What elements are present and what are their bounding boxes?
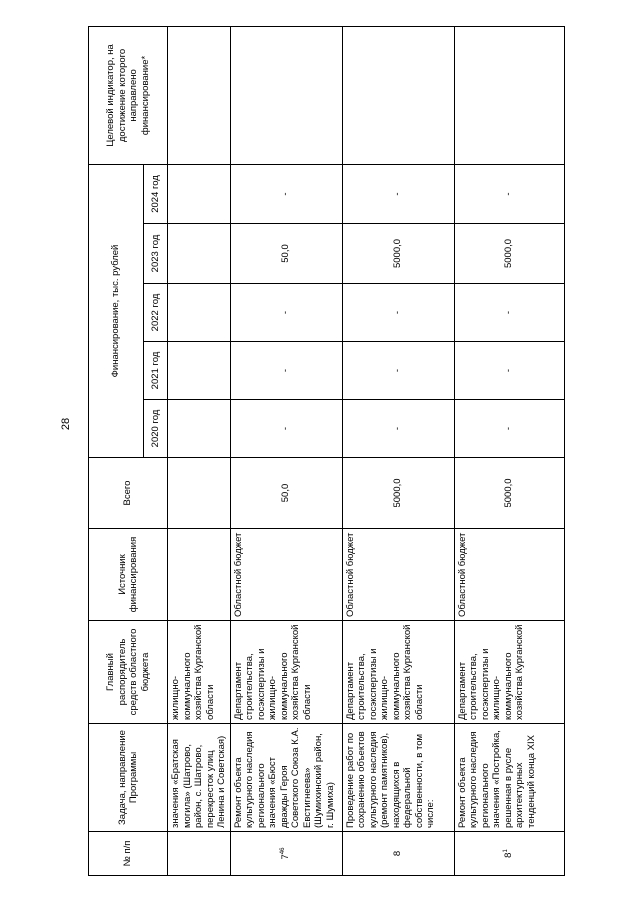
header-source: Источник финансирования [89,529,168,621]
header-year: 2021 год [144,342,168,400]
row-year-value: - [454,342,564,400]
row-number: 8 [342,832,454,876]
row-indicator [454,26,564,164]
row-manager: Департамент строительства, госэкспертизы и жилищно-коммунального хозяйства Курганской области [230,621,342,724]
row-task: Ремонт объекта культурного наследия регионального значения «Постройка, решенная в русле архитектурных тенденций конца XIX [454,724,564,832]
row-year-value: - [342,284,454,342]
table-row [230,26,342,875]
row-year-value: 5000,0 [454,224,564,284]
row-year-value: 50,0 [230,224,342,284]
row-year-value: - [454,284,564,342]
header-row [89,26,144,875]
row-year-value [168,284,231,342]
row-year-value: - [342,342,454,400]
rotated-page [88,27,576,876]
header-task: Задача, направление Программы [89,724,168,832]
header-indicator: Целевой индикатор, на достижение которого направлено финансирование* [89,26,168,164]
header-year: 2023 год [144,224,168,284]
row-indicator [168,26,231,164]
row-source: Областной бюджет [342,529,454,621]
row-year-value [168,164,231,223]
row-source [168,529,231,621]
header-year: 2024 год [144,164,168,223]
row-year-value [168,400,231,458]
page-number: 28 [60,417,73,431]
row-source: Областной бюджет [454,529,564,621]
row-total: 50,0 [230,458,342,529]
row-indicator [230,26,342,164]
row-year-value: - [230,284,342,342]
row-manager: жилищно-коммунального хозяйства Курганской области [168,621,231,724]
row-year-value: - [230,342,342,400]
table-row [168,26,231,875]
row-year-value: - [342,400,454,458]
header-num: № п/п [89,832,168,876]
row-number: $8^1$ [454,832,564,876]
header-total: Всего [89,458,168,529]
row-manager: Департамент строительства, госэкспертизы и жилищно-коммунального хозяйства Курганской области [342,621,454,724]
row-year-value [168,224,231,284]
row-task: Ремонт объекта культурного наследия регионального значения «Бюст дважды Героя Советского Союза К.А. Евстигнеева» (Шумихинский район, г. Шумиха) [230,724,342,832]
table-row [454,26,564,875]
row-year-value: - [230,400,342,458]
row-year-value: - [454,400,564,458]
header-manager: Главный распорядитель средств областного бюджета [89,621,168,724]
row-year-value [168,342,231,400]
header-financing: Финансирование, тыс. рублей [89,164,144,457]
row-manager: Департамент строительства, госэкспертизы и жилищно-коммунального хозяйства Курганской [454,621,564,724]
row-year-value: - [454,164,564,223]
row-total: 5000,0 [454,458,564,529]
row-year-value: 5000,0 [342,224,454,284]
row-number [168,832,231,876]
row-task: значения «Братская могила» (Шатрово, район, с. Шатрово, перекресток улиц Ленина и Советская) [168,724,231,832]
header-year: 2020 год [144,400,168,458]
row-total: 5000,0 [342,458,454,529]
header-year: 2022 год [144,284,168,342]
row-source: Областной бюджет [230,529,342,621]
financing-table [88,26,565,876]
row-year-value: - [342,164,454,223]
row-total [168,458,231,529]
row-number: $7^{46}$ [230,832,342,876]
row-task: Проведение работ по сохранению объектов культурного наследия (ремонт памятников), находящихся в федеральной собственности, в том числе: [342,724,454,832]
row-year-value: - [230,164,342,223]
row-indicator [342,26,454,164]
table-row [342,26,454,875]
